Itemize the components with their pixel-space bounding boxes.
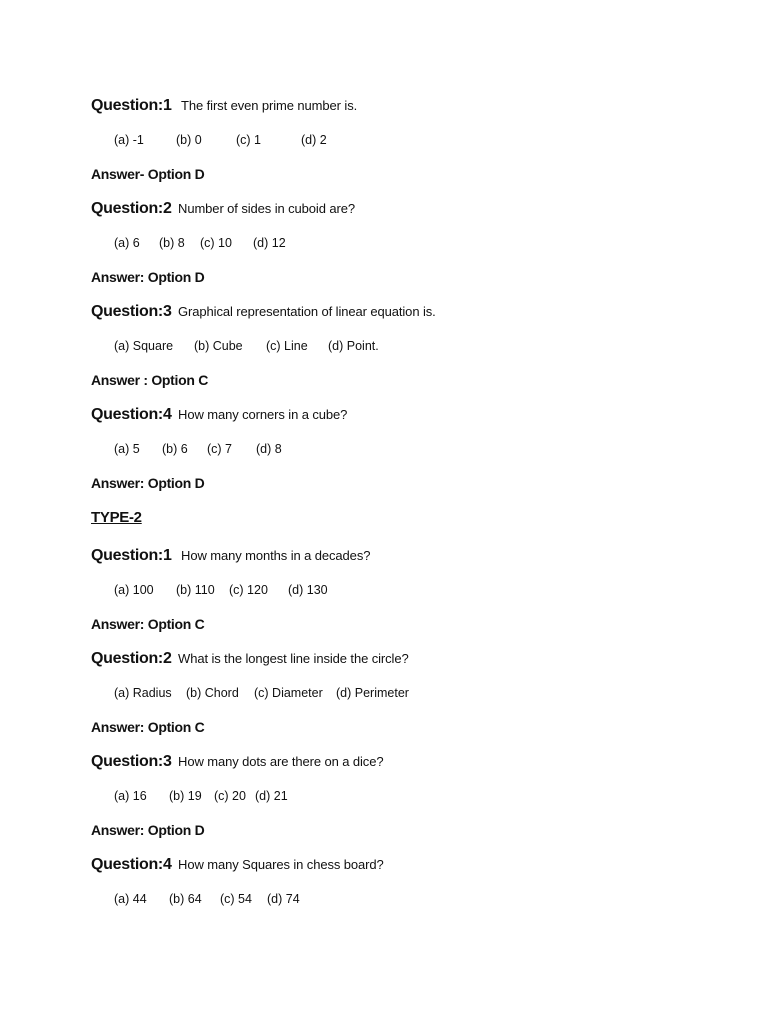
option-a: (a) 5 (114, 442, 140, 456)
options-line (91, 438, 731, 460)
answer-line: Answer : Option C (91, 372, 209, 388)
option-a: (a) Radius (114, 686, 172, 700)
option-d: (d) 21 (255, 789, 288, 803)
option-c: (c) 10 (200, 236, 232, 250)
option-c: (c) 120 (229, 583, 268, 597)
answer-line: Answer: Option C (91, 719, 205, 735)
question-line (91, 853, 731, 877)
option-c: (c) 7 (207, 442, 232, 456)
options-line (91, 785, 731, 807)
question-block (91, 300, 731, 391)
question-block (91, 403, 731, 494)
option-d: (d) 8 (256, 442, 282, 456)
answer-line: Answer: Option D (91, 269, 205, 285)
option-a: (a) Square (114, 339, 174, 353)
option-b: (b) 8 (159, 236, 185, 250)
question-text: Graphical representation of linear equation is. (178, 304, 436, 319)
option-b: (b) Chord (186, 686, 239, 700)
options-line (91, 335, 731, 357)
answer-line: Answer- Option D (91, 166, 205, 182)
option-a: (a) -1 (114, 133, 144, 147)
options-line (91, 232, 731, 254)
option-b: (b) 64 (169, 892, 202, 906)
document-page (91, 94, 731, 922)
question-block (91, 750, 731, 841)
option-a: (a) 44 (114, 892, 147, 906)
options-line (91, 129, 731, 151)
option-d: (d) 12 (253, 236, 286, 250)
question-line (91, 94, 731, 118)
question-text: How many Squares in chess board? (178, 857, 384, 872)
question-line (91, 403, 731, 427)
option-a: (a) 16 (114, 789, 147, 803)
question-text: Number of sides in cuboid are? (178, 201, 355, 216)
question-line (91, 750, 731, 774)
question-text: How many months in a decades? (181, 548, 371, 563)
option-b: (b) 6 (162, 442, 188, 456)
option-d: (d) 2 (301, 133, 327, 147)
question-text: What is the longest line inside the circle? (178, 651, 409, 666)
question-label: Question:1 (91, 547, 172, 564)
question-line (91, 544, 731, 568)
question-line (91, 647, 731, 671)
option-b: (b) Cube (194, 339, 243, 353)
question-label: Question:4 (91, 406, 172, 423)
options-line (91, 888, 731, 910)
option-d: (d) 74 (267, 892, 300, 906)
answer-line: Answer: Option C (91, 616, 205, 632)
question-line (91, 197, 731, 221)
answer-line: Answer: Option D (91, 475, 205, 491)
options-line (91, 682, 731, 704)
question-block (91, 647, 731, 738)
question-block (91, 853, 731, 910)
question-block (91, 544, 731, 635)
question-label: Question:2 (91, 200, 172, 217)
option-c: (c) 54 (220, 892, 252, 906)
question-line (91, 300, 731, 324)
option-c: (c) 1 (236, 133, 261, 147)
question-text: The first even prime number is. (181, 98, 358, 113)
option-b: (b) 110 (176, 583, 215, 597)
option-c: (c) 20 (214, 789, 246, 803)
question-label: Question:1 (91, 97, 172, 114)
option-b: (b) 0 (176, 133, 202, 147)
question-label: Question:3 (91, 303, 172, 320)
options-line (91, 579, 731, 601)
question-label: Question:2 (91, 650, 172, 667)
option-d: (d) Perimeter (336, 686, 409, 700)
option-b: (b) 19 (169, 789, 202, 803)
section-heading: TYPE-2 (91, 509, 142, 526)
question-block (91, 94, 731, 185)
option-c: (c) Diameter (254, 686, 323, 700)
question-block (91, 197, 731, 288)
question-label: Question:4 (91, 856, 172, 873)
option-a: (a) 6 (114, 236, 140, 250)
question-text: How many dots are there on a dice? (178, 754, 384, 769)
answer-line: Answer: Option D (91, 822, 205, 838)
question-text: How many corners in a cube? (178, 407, 348, 422)
question-label: Question:3 (91, 753, 172, 770)
option-d: (d) 130 (288, 583, 328, 597)
option-d: (d) Point. (328, 339, 379, 353)
option-a: (a) 100 (114, 583, 154, 597)
option-c: (c) Line (266, 339, 308, 353)
